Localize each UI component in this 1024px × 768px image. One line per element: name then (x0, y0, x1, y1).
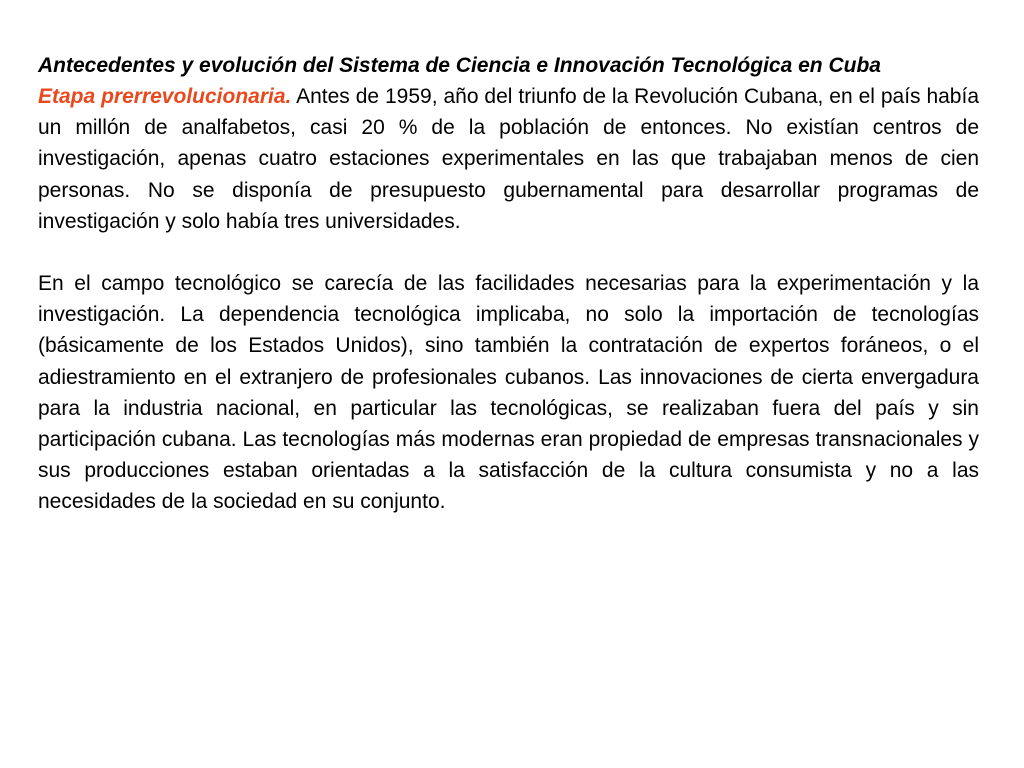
document-title: Antecedentes y evolución del Sistema de Ciencia e Innovación Tecnológica en Cuba (38, 54, 881, 77)
paragraph-lead-heading: Etapa prerrevolucionaria. (38, 85, 292, 108)
slide-body (38, 50, 979, 518)
paragraph-prerevolutionary (38, 81, 979, 237)
paragraph-technology: En el campo tecnológico se carecía de las facilidades necesarias para la experimentación y la investigación. La dependencia tecnológica implicaba, no solo la importación de tecnologías (básicamente de los Estados Unidos), sino también la contratación de expertos foráneos, o el adiestramiento en el extranjero de profesionales cubanos. Las innovaciones de cierta envergadura para la industria nacional, en particular las tecnológicas, se realizaban fuera del país y sin participación cubana. Las tecnologías más modernas eran propiedad de empresas transnacionales y sus producciones estaban orientadas a la satisfacción de la cultura consumista y no a las necesidades de la sociedad en su conjunto. (38, 272, 979, 514)
paragraph-body-text: Antes de 1959, año del triunfo de la Revolución Cubana, en el país había un millón de analfabetos, casi 20 % de la población de entonces. No existían centros de investigación, apenas cuatro estaciones experimentales en las que trabajaban menos de cien personas. No se disponía de presupuesto gubernamental para desarrollar programas de investigación y solo había tres universidades. (38, 85, 979, 233)
